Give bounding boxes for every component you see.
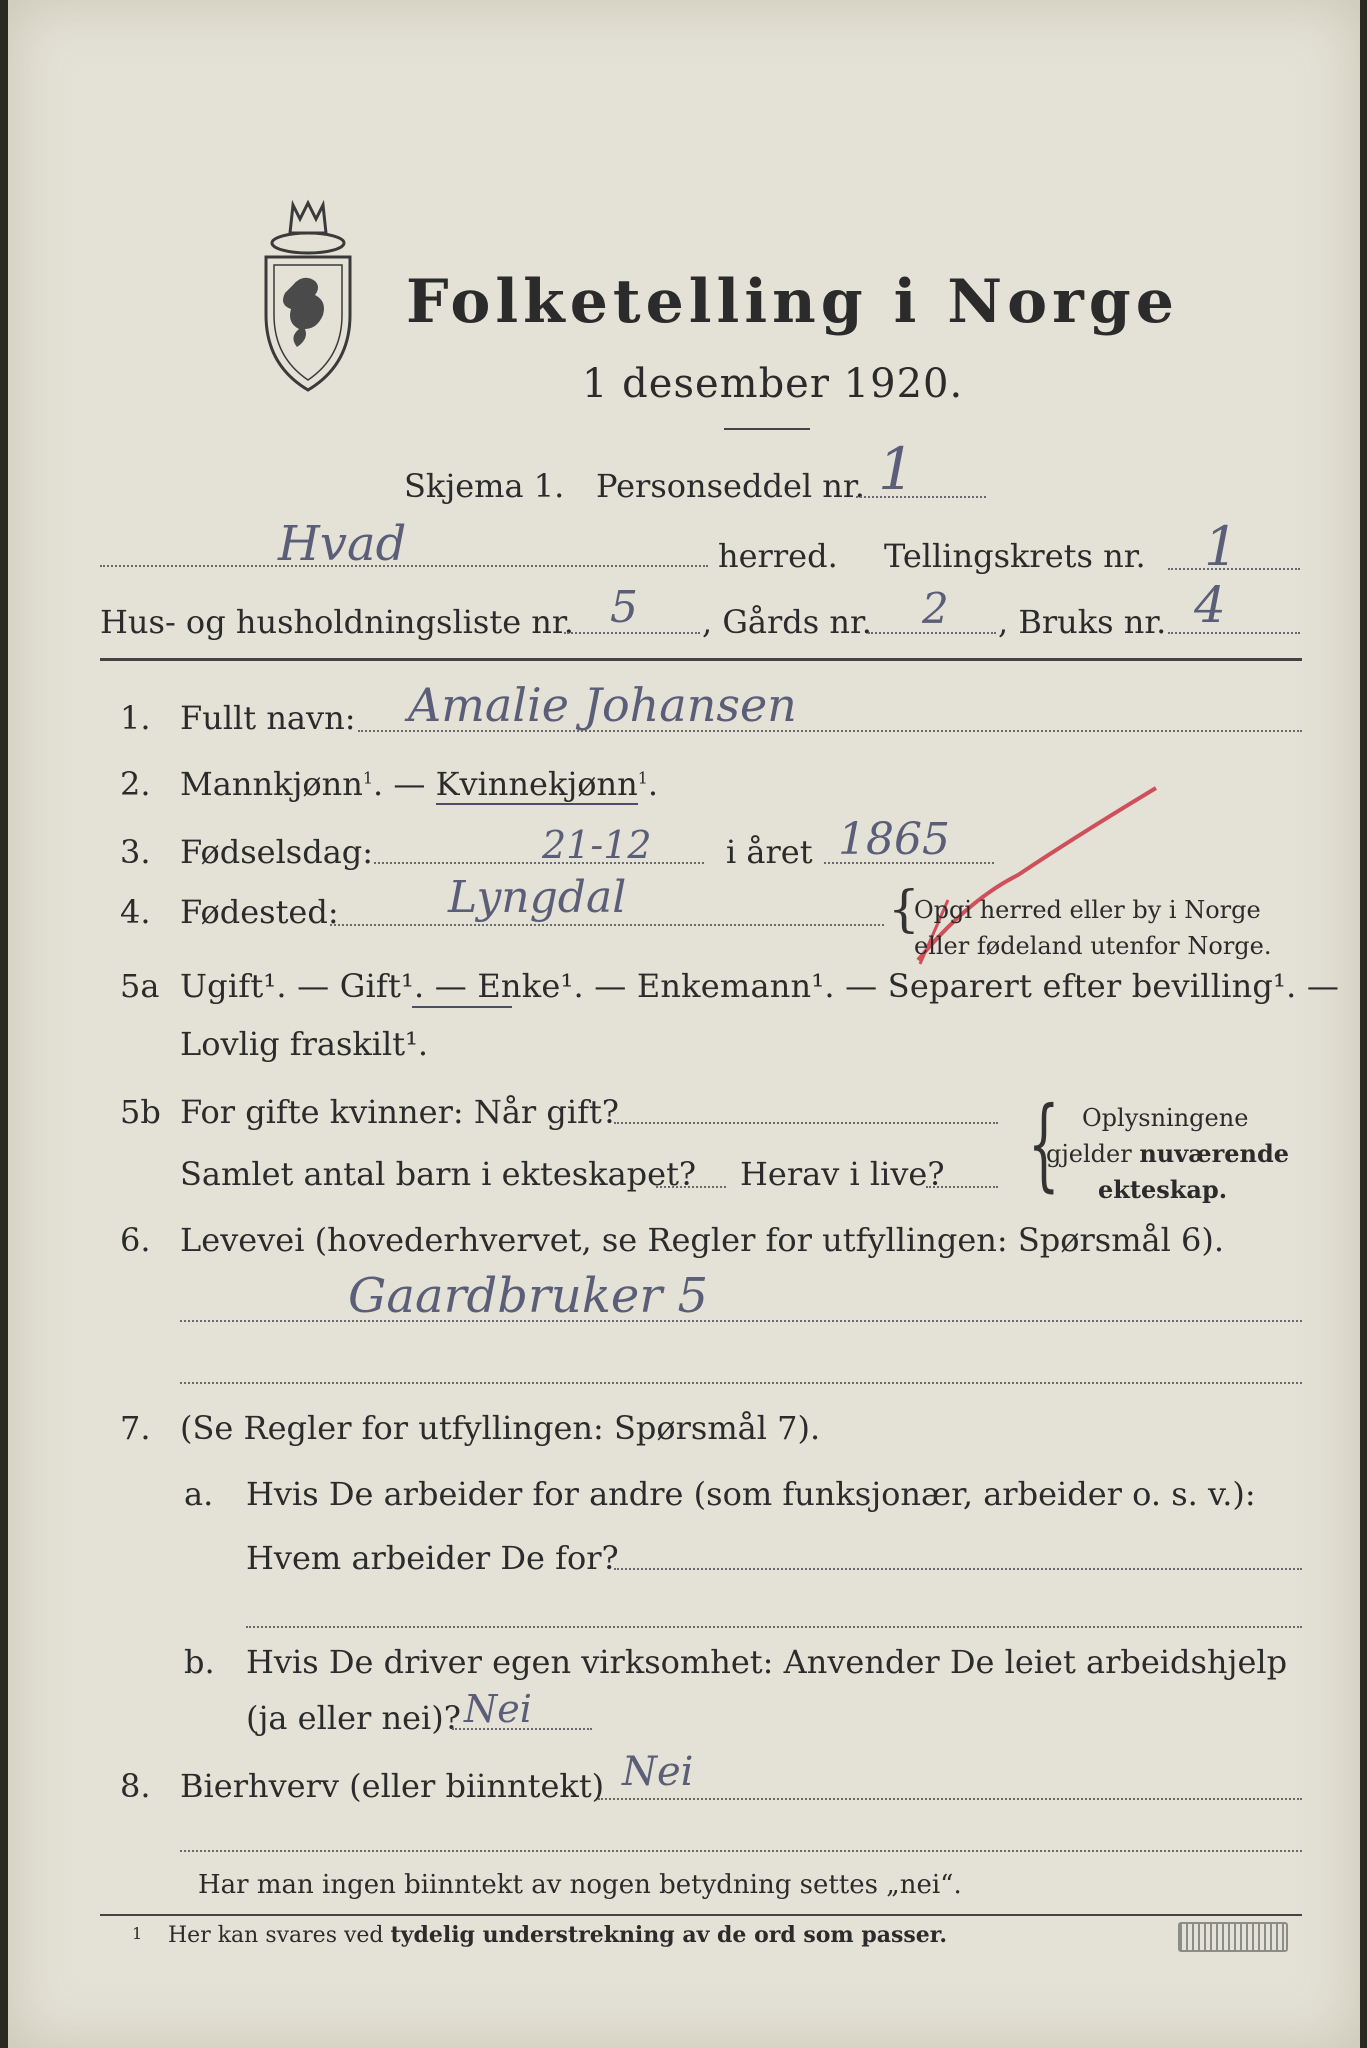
gards-label: , Gårds nr. <box>702 603 872 641</box>
q5b-gift-line <box>614 1122 998 1124</box>
hus-value[interactable]: 5 <box>610 582 638 633</box>
q7b-line1: Hvis De driver egen virksomhet: Anvender De leiet arbeidshjelp <box>246 1643 1288 1681</box>
q5b-barn-label: Samlet antal barn i ekteskapet? <box>180 1155 697 1193</box>
q7b-value[interactable]: Nei <box>464 1687 532 1731</box>
q7b-letter: b. <box>184 1643 215 1681</box>
form-title: Folketelling i Norge <box>406 267 1179 337</box>
q2-footnote-mark-a: 1 <box>362 768 374 788</box>
bruks-value[interactable]: 4 <box>1194 576 1226 634</box>
bruks-label: , Bruks nr. <box>998 603 1167 641</box>
personseddel-value[interactable]: 1 <box>878 435 915 503</box>
q3-day-value[interactable]: 21-12 <box>542 823 652 867</box>
q7a-extra-line <box>246 1626 1302 1628</box>
title-divider <box>724 428 810 430</box>
q4-number: 4. <box>120 893 151 931</box>
q1-number: 1. <box>120 699 151 737</box>
q5b-note-2 <box>1046 1139 1290 1168</box>
herred-value[interactable]: Hvad <box>278 516 407 572</box>
q5b-note-3: ekteskap. <box>1098 1175 1228 1204</box>
q5a-line2: Lovlig fraskilt¹. <box>180 1025 429 1063</box>
herred-label: herred. <box>718 537 838 575</box>
q7-label: (Se Regler for utfyllingen: Spørsmål 7). <box>180 1409 821 1447</box>
q7-number: 7. <box>120 1409 151 1447</box>
q8-extra-line <box>180 1850 1302 1852</box>
personseddel-label: Personseddel nr. <box>596 467 865 505</box>
printer-stamp <box>1178 1922 1288 1952</box>
q5b-note-2b: nuværende <box>1139 1139 1290 1168</box>
q7a-letter: a. <box>184 1475 214 1513</box>
personseddel-line <box>856 496 986 498</box>
q1-label: Fullt navn: <box>180 699 356 737</box>
q4-brace: { <box>888 880 920 938</box>
q2-end: . <box>647 765 659 803</box>
q7b-line2: (ja eller nei)? <box>246 1699 461 1737</box>
q6-number: 6. <box>120 1221 151 1259</box>
q3-year-label: i året <box>726 833 813 871</box>
census-form <box>8 0 1360 2048</box>
q1-value[interactable]: Amalie Johansen <box>408 678 797 732</box>
q5a-number: 5a <box>120 967 160 1005</box>
q5a-enke-underline <box>412 1006 512 1008</box>
q6-line-2 <box>180 1382 1302 1384</box>
header-divider <box>100 658 1302 661</box>
q5b-brace: { <box>1027 1085 1060 1202</box>
hus-label: Hus- og husholdningsliste nr. <box>100 603 574 641</box>
q2-gender-options <box>180 765 659 803</box>
footnote-text-b: tydelig understrekning av de ord som passer. <box>390 1922 948 1948</box>
q7a-line2: Hvem arbeider De for? <box>246 1539 619 1577</box>
q5b-note-2a: gjelder <box>1046 1140 1140 1168</box>
q4-note-2: eller fødeland utenfor Norge. <box>914 932 1272 960</box>
gards-value[interactable]: 2 <box>922 584 949 633</box>
q8-value[interactable]: Nei <box>622 1749 694 1795</box>
q3-day-line <box>374 862 704 864</box>
q2-separator: . — <box>373 765 436 803</box>
q3-number: 3. <box>120 833 151 871</box>
coat-of-arms-icon <box>248 195 368 395</box>
footnote-text <box>168 1924 947 1947</box>
q5b-live-label: Herav i live? <box>740 1155 945 1193</box>
q2-footnote-mark-b: 1 <box>637 768 648 788</box>
q5b-live-line <box>926 1186 998 1188</box>
tellingskrets-value[interactable]: 1 <box>1204 515 1239 578</box>
q5b-barn-line <box>656 1186 726 1188</box>
bruks-line <box>1168 632 1300 634</box>
q3-year-value[interactable]: 1865 <box>838 814 950 865</box>
q6-value[interactable]: Gaardbruker 5 <box>348 1268 709 1324</box>
q3-label: Fødselsdag: <box>180 833 374 871</box>
q4-line <box>330 924 884 926</box>
q5a-marital-options: Ugift¹. — Gift¹. — Enke¹. — Enkemann¹. — Separert efter bevilling¹. — <box>180 967 1340 1005</box>
note-nei: Har man ingen biinntekt av nogen betydning settes „nei“. <box>198 1870 962 1900</box>
q4-label: Fødested: <box>180 893 339 931</box>
q8-line <box>598 1798 1302 1800</box>
q2-mannkjonn: Mannkjønn <box>180 765 363 803</box>
footnote-mark: 1 <box>132 1924 143 1943</box>
q2-number: 2. <box>120 765 151 803</box>
q5b-line1: For gifte kvinner: Når gift? <box>180 1093 619 1131</box>
q4-value[interactable]: Lyngdal <box>448 872 627 923</box>
q7a-line1: Hvis De arbeider for andre (som funksjonær, arbeider o. s. v.): <box>246 1475 1256 1513</box>
skjema-label: Skjema 1. <box>404 467 565 505</box>
q5b-number: 5b <box>120 1093 161 1131</box>
form-date: 1 desember 1920. <box>582 361 964 407</box>
q2-kvinnekjonn[interactable]: Kvinnekjønn <box>435 765 638 803</box>
q8-number: 8. <box>120 1767 151 1805</box>
tellingskrets-label: Tellingskrets nr. <box>884 537 1146 575</box>
footnote-divider <box>100 1914 1302 1916</box>
q4-note-1: Opgi herred eller by i Norge <box>914 896 1261 924</box>
q5b-note-1: Oplysningene <box>1082 1104 1249 1132</box>
q7a-line <box>614 1568 1302 1570</box>
footnote-text-a: Her kan svares ved <box>168 1923 391 1948</box>
q8-label: Bierhverv (eller biinntekt) <box>180 1767 605 1805</box>
q6-label: Levevei (hovederhvervet, se Regler for utfyllingen: Spørsmål 6). <box>180 1221 1225 1259</box>
